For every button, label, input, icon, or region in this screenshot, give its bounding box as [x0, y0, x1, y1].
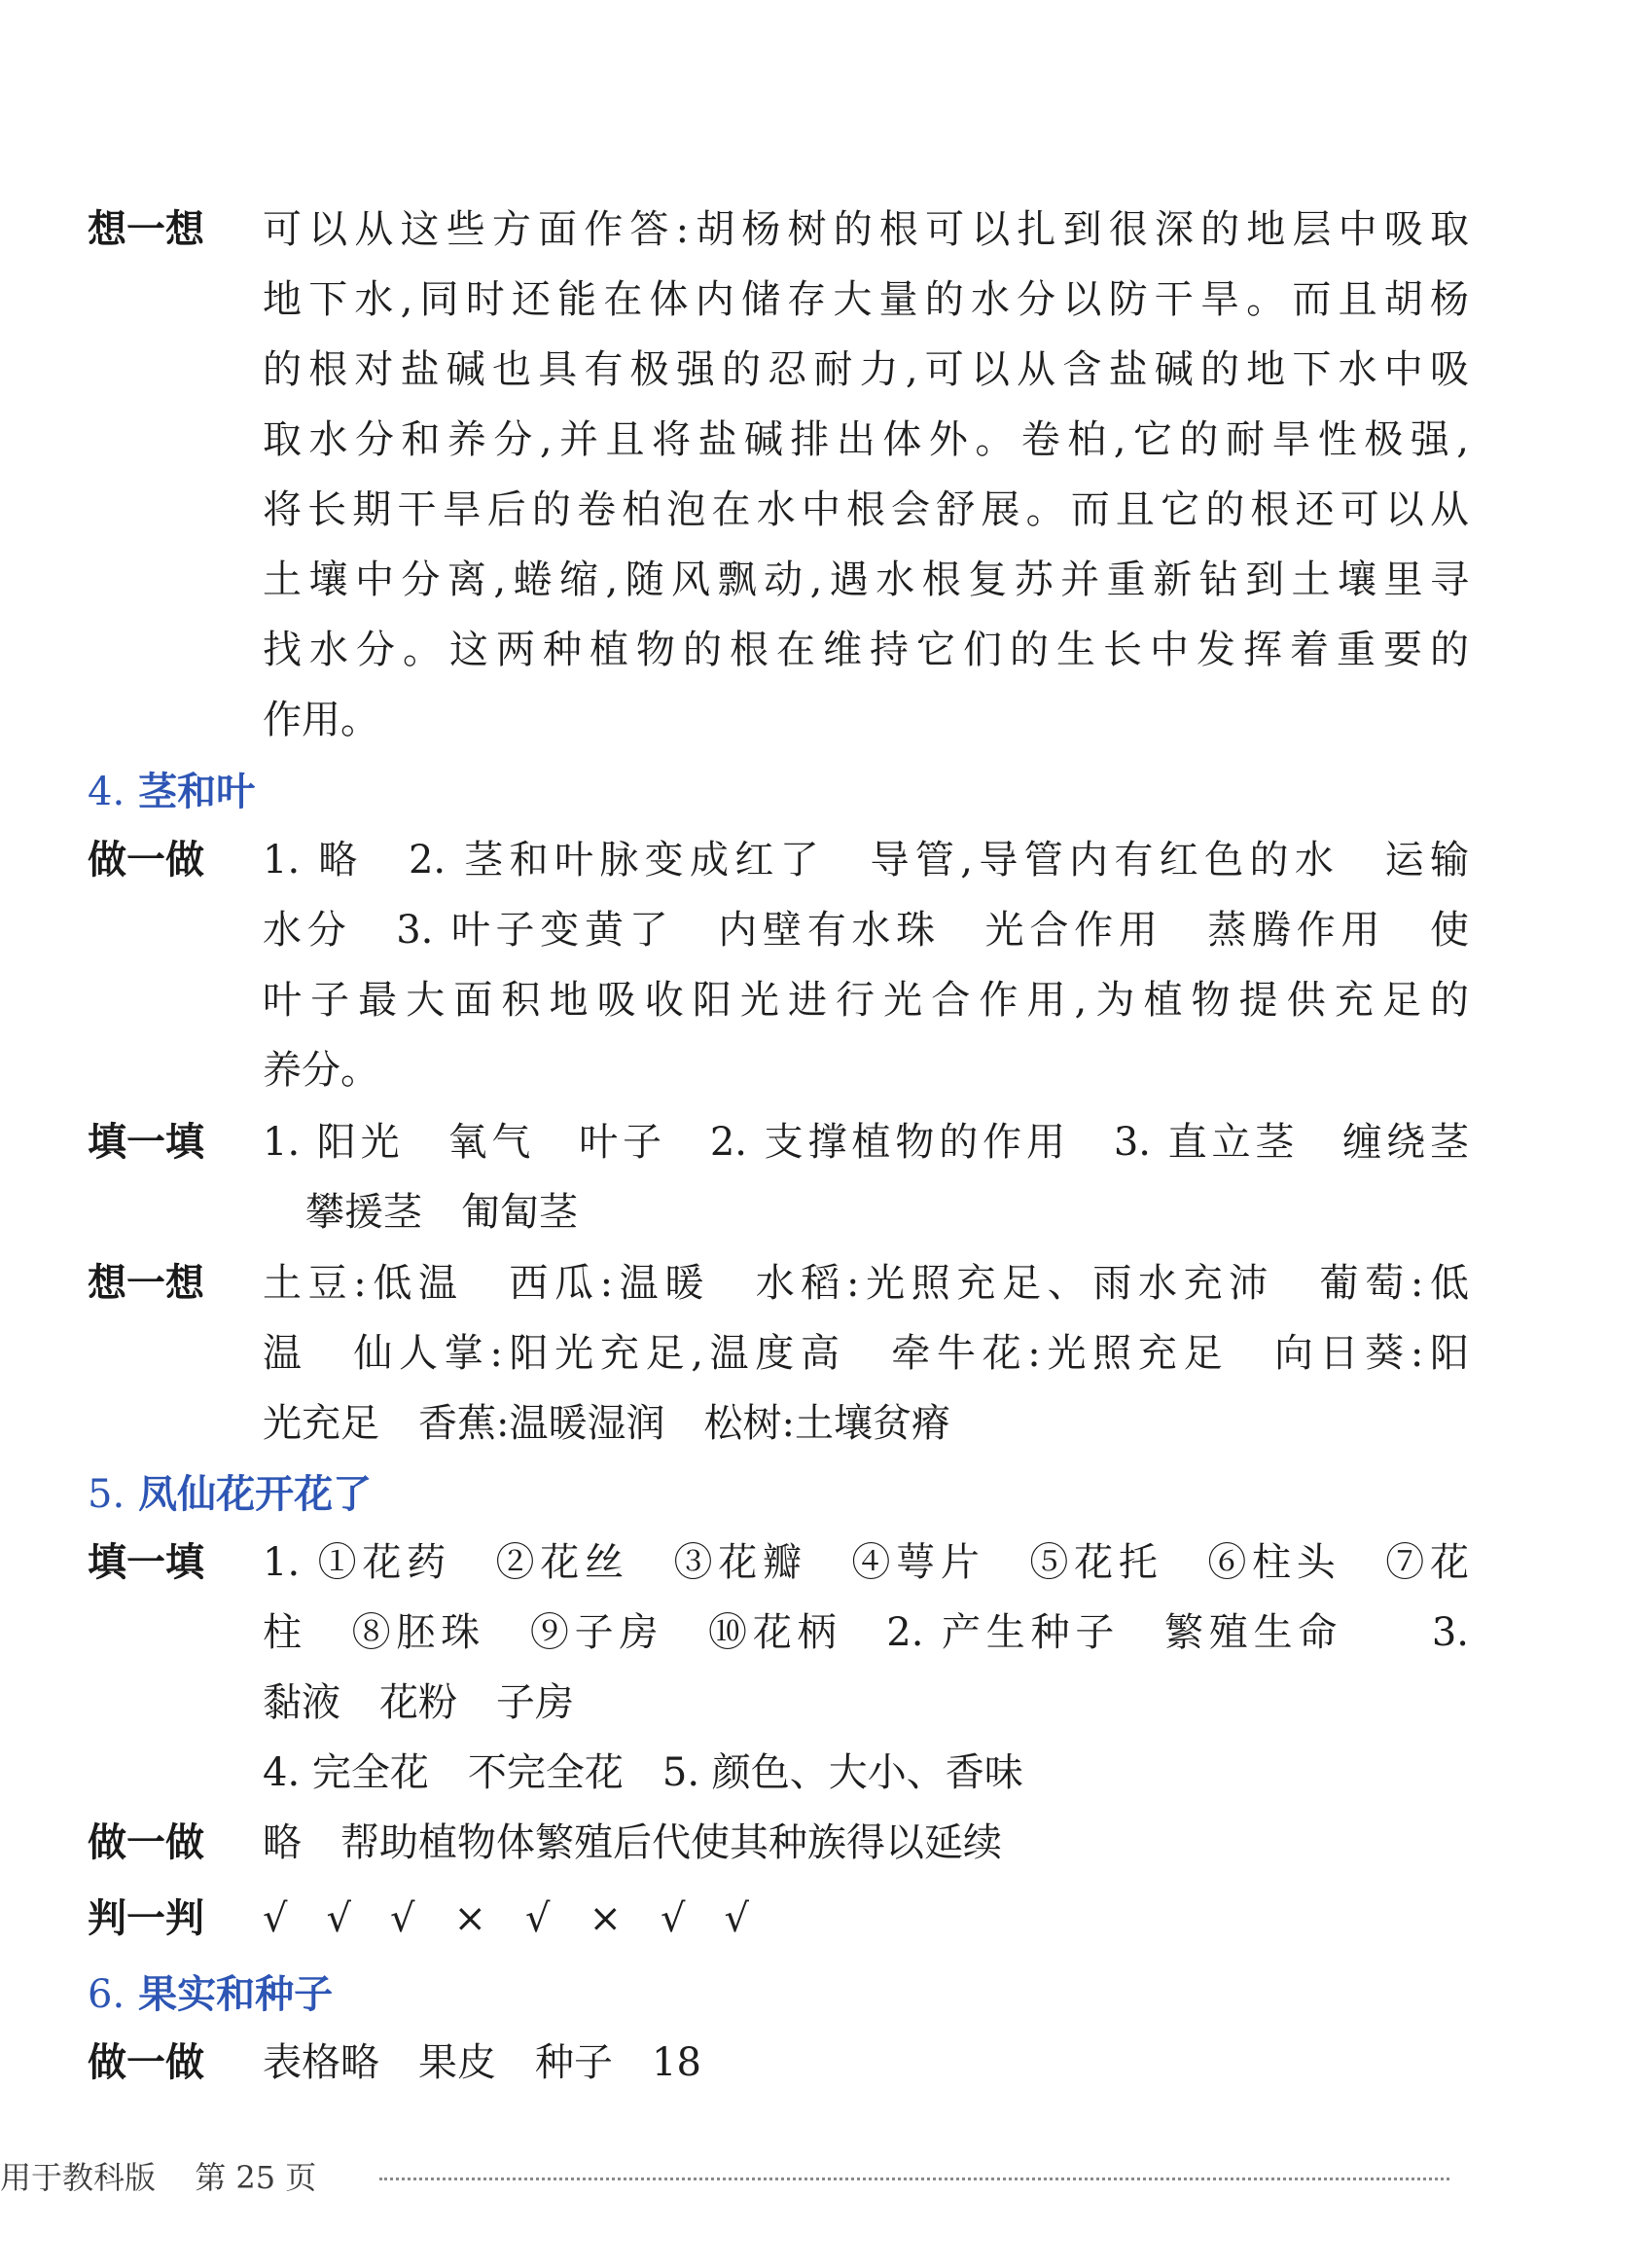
text-line: 地下水,同时还能在体内储存大量的水分以防干旱。而且胡杨: [263, 277, 1469, 322]
lesson-5-heading: [88, 1465, 372, 1524]
edition-label: 用于教科版: [0, 2159, 157, 2196]
do-label: 做一做: [88, 1820, 204, 1865]
text-line: 将长期干旱后的卷柏泡在水中根会舒展。而且它的根还可以从: [263, 487, 1469, 532]
text-line: 土豆:低温 西瓜:温暖 水稻:光照充足、雨水充沛 葡萄:低: [263, 1261, 1469, 1306]
text-line: 养分。: [263, 1048, 379, 1093]
judge-label: 判一判: [88, 1896, 204, 1941]
text-line: 叶子最大面积地吸收阳光进行光合作用,为植物提供充足的: [263, 978, 1469, 1023]
think-label: 想一想: [88, 1261, 204, 1306]
page-footer: [0, 2148, 316, 2207]
lesson-6-do: [88, 2028, 1469, 2098]
lesson-number: 4.: [88, 770, 125, 814]
text-line: 攀援茎 匍匐茎: [305, 1190, 578, 1235]
lesson-4-do: [88, 825, 1469, 1105]
lesson-4-think: [88, 1248, 1469, 1458]
lesson-title: 茎和叶: [138, 770, 256, 814]
lesson-title: 果实和种子: [138, 1972, 334, 2017]
lesson-6-heading: [88, 1965, 333, 2024]
lesson-5-judge: [88, 1884, 1469, 1954]
text-line: 1. 阳光 氧气 叶子 2. 支撑植物的作用 3. 直立茎 缠绕茎: [263, 1120, 1469, 1165]
think-label: 想一想: [88, 207, 204, 252]
text-line: 温 仙人掌:阳光充足,温度高 牵牛花:光照充足 向日葵:阳: [263, 1331, 1469, 1376]
text-line: 作用。: [263, 698, 379, 742]
text-line: 可以从这些方面作答:胡杨树的根可以扎到很深的地层中吸取: [263, 207, 1469, 252]
text-line: √ √ √ × √ × √ √: [263, 1896, 749, 1941]
fill-label: 填一填: [88, 1540, 204, 1585]
text-line: 取水分和养分,并且将盐碱排出体外。卷柏,它的耐旱性极强,: [263, 417, 1469, 462]
do-label: 做一做: [88, 2040, 204, 2085]
lesson-5-fill: [88, 1528, 1469, 1808]
text-line: 柱 ⑧胚珠 ⑨子房 ⑩花柄 2. 产生种子 繁殖生命 3.: [263, 1610, 1469, 1655]
text-line: 1. ①花药 ②花丝 ③花瓣 ④萼片 ⑤花托 ⑥柱头 ⑦花: [263, 1540, 1469, 1585]
fill-label: 填一填: [88, 1120, 204, 1165]
lesson-4-heading: [88, 763, 255, 821]
lesson-number: 5.: [88, 1472, 125, 1517]
text-line: 4. 完全花 不完全花 5. 颜色、大小、香味: [263, 1750, 1023, 1795]
think-block-1: [88, 195, 1469, 755]
lesson-4-fill: [88, 1107, 1469, 1247]
text-line: 找水分。这两种植物的根在维持它们的生长中发挥着重要的: [263, 628, 1469, 672]
lesson-title: 凤仙花开花了: [138, 1472, 373, 1517]
lesson-5-do: [88, 1808, 1469, 1878]
text-line: 略 帮助植物体繁殖后代使其种族得以延续: [263, 1820, 1002, 1865]
do-label: 做一做: [88, 838, 204, 882]
text-line: 土壤中分离,蜷缩,随风飘动,遇水根复苏并重新钻到土壤里寻: [263, 558, 1469, 602]
text-line: 黏液 花粉 子房: [263, 1680, 574, 1725]
text-line: 光充足 香蕉:温暖湿润 松树:土壤贫瘠: [263, 1401, 950, 1446]
page-number: 第 25 页: [195, 2159, 317, 2196]
text-line: 水分 3. 叶子变黄了 内壁有水珠 光合作用 蒸腾作用 使: [263, 908, 1469, 953]
footer-dotted-rule: [379, 2178, 1449, 2180]
text-line: 表格略 果皮 种子 18: [263, 2040, 701, 2085]
text-line: 的根对盐碱也具有极强的忍耐力,可以从含盐碱的地下水中吸: [263, 347, 1469, 392]
text-line: 1. 略 2. 茎和叶脉变成红了 导管,导管内有红色的水 运输: [263, 838, 1469, 882]
lesson-number: 6.: [88, 1972, 125, 2017]
